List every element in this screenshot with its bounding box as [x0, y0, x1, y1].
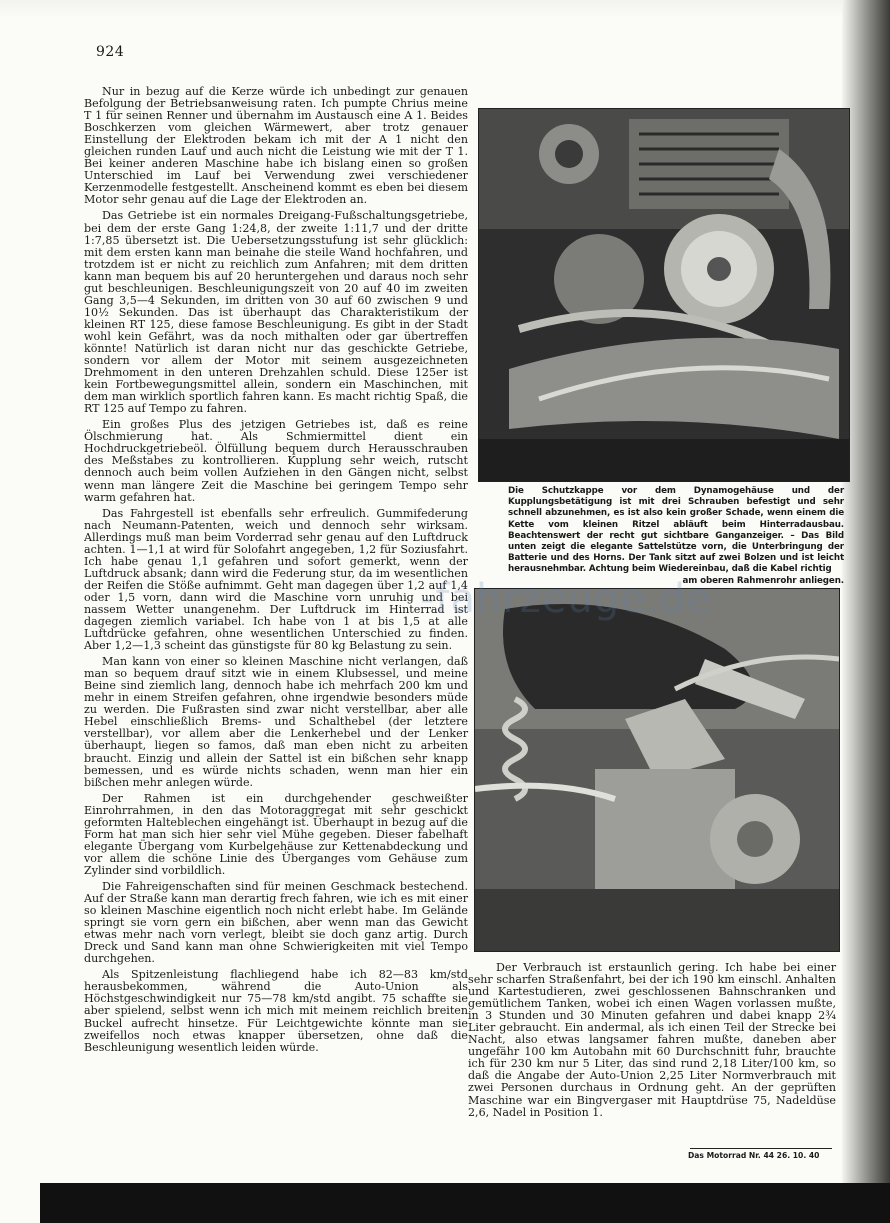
- watermark: -fahrzeuge.de: [420, 576, 712, 622]
- page-number: 924: [96, 44, 125, 60]
- article-right-column: [468, 962, 836, 1119]
- saddle-photo: [474, 588, 840, 952]
- paragraph: Der Rahmen ist ein durchgehender geschweißter Einrohrrahmen, in den das Motoraggregat mit sehr geschickt geformten Halteblechen eingehängt ist. Überhaupt in bezug auf die Form hat man sich hier sehr viel Mühe gegeben. Dieser fabelhaft elegante Übergang vom Kurbelgehäuse zur Kettenabdeckung und vor allem die schöne Linie des Überganges vom Gehäuse zum Zylinder sind vorbildlich.: [84, 791, 468, 877]
- source-footer: Das Motorrad Nr. 44 26. 10. 40: [688, 1151, 820, 1160]
- paragraph: Die Fahreigenschaften sind für meinen Geschmack bestechend. Auf der Straße kann man derartig frech fahren, wie ich es mit einer so kleinen Maschine eigentlich noch nicht erlebt habe. Im Gelände springt sie vorn gern ein bißchen, aber wenn man das Gewicht etwas mehr nach vorn verlegt, bleibt sie doch ganz artig. Durch Dreck und Sand kann man ohne Schwierigkeiten mit viel Tempo durchgehen.: [84, 880, 468, 966]
- engine-photo: [478, 108, 850, 482]
- paragraph: Das Fahrgestell ist ebenfalls sehr erfreulich. Gummifederung nach Neumann-Patenten, weich und dennoch sehr wirksam. Allerdings muß man beim Vorderrad sehr genau auf den Luftdruck achten. 1—1,1 at wird für Solofahrt angegeben, 1,2 für Soziusfahrt. Ich habe genau 1,1 gefahren und sofort gemerkt, wenn der Luftdruck absank; dann wird die Federung stur, da im wesentlichen der Reifen die Stöße aufnimmt. Geht man dagegen über 1,2 auf 1,4 oder 1,5 vorn, dann wird die Maschine vorn unruhig und bei nassem Wetter unangenehm. Der Luftdruck im Hinterrad ist dagegen ziemlich variabel. Ich habe von 1 at bis 1,5 at alle Luftdrücke gefahren, ohne wesentlichen Unterschied zu finden. Aber 1,2—1,3 scheint das günstigste für 80 kg Belastung zu sein.: [84, 506, 468, 653]
- caption-text-end: am oberen Rahmenrohr anliegen.: [682, 575, 844, 586]
- paragraph: Als Spitzenleistung flachliegend habe ich 82—83 km/std herausbekommen, während die Auto-Union als Höchstgeschwindigkeit nur 75—78 km/std angibt. 75 schaffte sie aber spielend, selbst wenn ich mich mit meinem reichlich breiten Buckel aufrecht hinsetze. Für Leichtgewichte könnte man sie zweifellos noch etwas knapper übersetzen, ohne daß die Beschleunigung wesentlich leiden würde.: [84, 968, 468, 1054]
- article-left-column: [84, 86, 468, 1054]
- scan-bottom-edge: [40, 1183, 890, 1223]
- paragraph: Das Getriebe ist ein normales Dreigang-Fußschaltungsgetriebe, bei dem der erste Gang 1:24,8, der zweite 1:11,7 und der dritte 1:7,85 übersetzt ist. Die Uebersetzungsstufung ist sehr glücklich: mit dem ersten kann man beinahe die steile Wand hochfahren, und trotzdem ist er nicht zu reichlich zum Anfahren; mit dem dritten kann man bequem bis auf 20 heruntergehen und daraus noch sehr gut beschleunigen. Beschleunigungszeit von 20 auf 40 im zweiten Gang 3,5—4 Sekunden, im dritten von 30 auf 60 zwischen 9 und 10½ Sekunden. Das ist überhaupt das Charakteristikum der kleinen RT 125, diese famose Beschleunigung. Es gibt in der Stadt wohl kein Gefährt, was da noch mithalten oder gar übertreffen könnte! Natürlich ist daran nicht nur das geschickte Getriebe, sondern vor allem der Motor mit seinem ausgezeichneten Drehmoment in den unteren Drehzahlen schuld. Diese 125er ist kein Fortbewegungsmittel allein, sondern ein Maschinchen, mit dem man wirklich sportlich fahren kann. Es macht richtig Spaß, die RT 125 auf Tempo zu fahren.: [84, 209, 468, 416]
- engine-photo-caption: [508, 486, 844, 587]
- paragraph: Nur in bezug auf die Kerze würde ich unbedingt zur genauen Befolgung der Betriebsanweisung raten. Ich pumpte Chrius meine T 1 für seinen Renner und übernahm im Austausch eine A 1. Beides Boschkerzen vom gleichen Wärmewert, aber trotz genauer Einstellung der Elektroden bekam ich mit der A 1 nicht den gleichen runden Lauf und auch nicht die Leistung wie mit der T 1. Bei keiner anderen Maschine habe ich bislang einen so großen Unterschied im Lauf bei Verwendung zwei verschiedener Kerzenmodelle festgestellt. Anscheinend kommt es eben bei diesem Motor sehr genau auf die Lage der Elektroden an.: [84, 85, 468, 207]
- paragraph: Man kann von einer so kleinen Maschine nicht verlangen, daß man so bequem drauf sitzt wie in einem Klubsessel, und meine Beine sind ziemlich lang, dennoch habe ich mehrfach 200 km und mehr in einem Streifen gefahren, ohne irgendwie besonders müde zu werden. Die Fußrasten sind zwar nicht verstellbar, aber alle Hebel einschließlich Brems- und Schalthebel (der letztere verstellbar), vor allem aber die Lenkerhebel und der Lenker überhaupt, liegen so famos, daß man eben nicht zu arbeiten braucht. Einzig und allein der Sattel ist ein bißchen sehr knapp bemessen, und es würde nichts schaden, wenn man hier ein bißchen mehr anlegen würde.: [84, 655, 468, 789]
- scan-top-edge: [0, 0, 890, 18]
- footer-rule: [690, 1148, 832, 1149]
- paragraph: Der Verbrauch ist erstaunlich gering. Ich habe bei einer sehr scharfen Straßenfahrt, bei der ich 190 km einschl. Anhalten und Kartestudieren, zwei geschlossenen Bahnschranken und gemütlichem Tanken, wobei ich einen Wagen vorlassen mußte, in 3 Stunden und 30 Minuten gefahren und dabei knapp 2¾ Liter gebraucht. Ein andermal, als ich einen Teil der Strecke bei Nacht, also etwas langsamer fahren mußte, daneben aber ungefähr 100 km Autobahn mit 60 Durchschnitt fuhr, brauchte ich für 230 km nur 5 Liter, das sind rund 2,18 Liter/100 km, so daß die Angabe der Auto-Union 2,25 Liter Normverbrauch mit zwei Personen durchaus in Ordnung geht. An der geprüften Maschine war ein Bingvergaser mit Hauptdrüse 75, Nadeldüse 2,6, Nadel in Position 1.: [468, 961, 836, 1119]
- caption-text: Die Schutzkappe vor dem Dynamogehäuse und der Kupplungsbetätigung ist mit drei Schrauben befestigt und sehr schnell abzunehmen, es ist also kein großer Schade, wenn einem die Kette vom kleinen Ritzel abläuft beim Hinterradausbau. Beachtenswert der recht gut sichtbare Ganganzeiger. – Das Bild unten zeigt die elegante Sattelstütze vorn, die Unterbringung der Batterie und des Horns. Der Tank sitzt auf zwei Bolzen und ist leicht herausnehmbar. Achtung beim Wiedereinbau, daß die Kabel richtig: [508, 486, 844, 575]
- paragraph: Ein großes Plus des jetzigen Getriebes ist, daß es reine Ölschmierung hat. Als Schmiermittel dient ein Hochdruckgetriebeöl. Ölfüllung bequem durch Herausschrauben des Meßstabes zu kontrollieren. Kupplung sehr weich, rutscht dennoch auch beim vollen Aufziehen in den Gängen nicht, selbst wenn man längere Zeit die Maschine bei geringem Tempo sehr warm gefahren hat.: [84, 418, 468, 504]
